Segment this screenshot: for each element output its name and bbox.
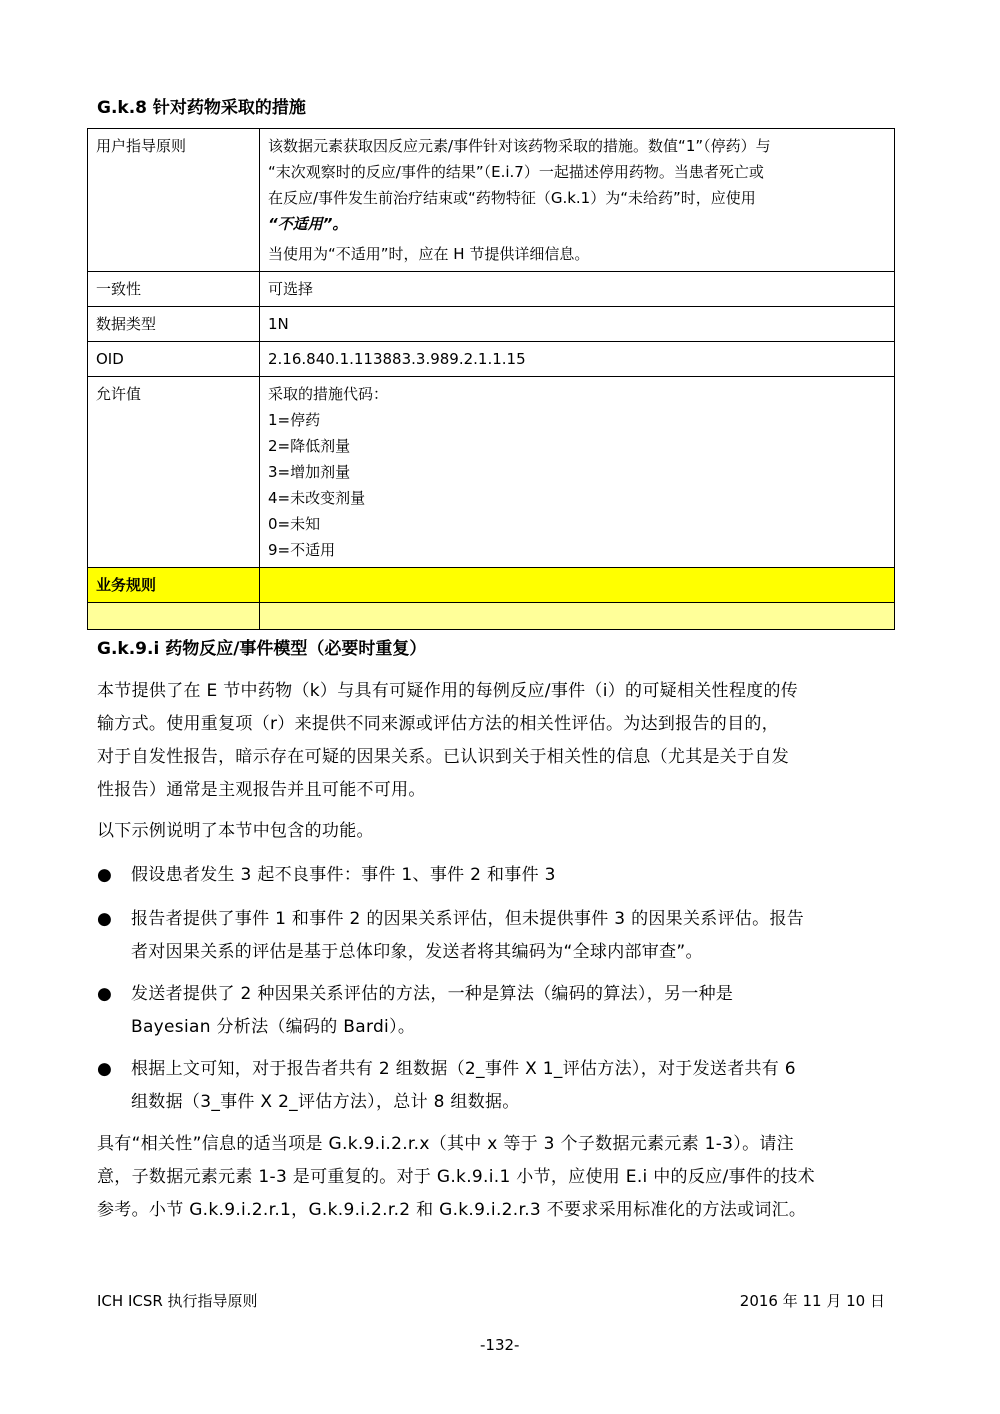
quote-close: ”。: [322, 215, 348, 233]
code-item: 3=增加剂量: [268, 463, 351, 481]
text-line: 根据上文可知，对于报告者共有 2 组数据（2_事件 X 1_评估方法），对于发送者共有 6: [131, 1059, 796, 1079]
text-line: 者对因果关系的评估是基于总体印象，发送者将其编码为“全球内部审查”。: [131, 942, 703, 962]
table-row: [88, 377, 895, 568]
row-value-allowed-values: [260, 377, 895, 568]
paragraph-example-intro: [97, 815, 907, 848]
text-line: 参考。小节 G.k.9.i.2.r.1，G.k.9.i.2.r.2 和 G.k.9.i.2.r.3 不要求采用标准化的方法或词汇。: [97, 1200, 807, 1220]
spec-table: [87, 128, 895, 630]
text-line: 发送者提供了 2 种因果关系评估的方法，一种是算法（编码的算法），另一种是: [131, 984, 734, 1004]
empty-cell: [88, 603, 260, 630]
section-heading-gk8: G.k.8 针对药物采取的措施: [97, 98, 306, 118]
text-line: 意，子数据元素元素 1-3 是可重复的。对于 G.k.9.i.1 小节，应使用 E.i 中的反应/事件的技术: [97, 1167, 815, 1187]
text-line: 以下示例说明了本节中包含的功能。: [97, 821, 374, 841]
code-item: 2=降低剂量: [268, 437, 351, 455]
text-line: 对于自发性报告，暗示存在可疑的因果关系。已认识到关于相关性的信息（尤其是关于自发: [97, 747, 789, 767]
guidance-line: “末次观察时的反应/事件的结果”（E.i.7）一起描述停用药物。当患者死亡或: [268, 163, 764, 181]
row-label-data-type: 数据类型: [88, 307, 260, 342]
row-label-allowed-values: 允许值: [88, 377, 260, 568]
text-line: 报告者提供了事件 1 和事件 2 的因果关系评估，但未提供事件 3 的因果关系评估。报告: [131, 909, 805, 929]
table-row: [88, 129, 895, 272]
text-line: 组数据（3_事件 X 2_评估方法），总计 8 组数据。: [131, 1092, 520, 1112]
footer-date: 2016 年 11 月 10 日: [739, 1292, 885, 1310]
italic-term: 不适用: [277, 215, 323, 233]
guidance-line: 当使用为“不适用”时，应在 H 节提供详细信息。: [268, 245, 590, 263]
row-value-user-guidance: [260, 129, 895, 272]
table-row: [88, 307, 895, 342]
text-line: 本节提供了在 E 节中药物（k）与具有可疑作用的每例反应/事件（i）的可疑相关性程度的传: [97, 681, 799, 701]
footer-title: ICH ICSR 执行指导原则: [97, 1292, 258, 1310]
code-item: 0=未知: [268, 515, 321, 533]
code-item: 9=不适用: [268, 541, 336, 559]
table-row: [88, 342, 895, 377]
section-heading-gk9: G.k.9.i 药物反应/事件模型（必要时重复）: [97, 639, 427, 659]
bullet-symbol: ●: [97, 909, 113, 929]
row-value-conformance: 可选择: [260, 272, 895, 307]
row-label-oid: OID: [88, 342, 260, 377]
row-value-data-type: 1N: [260, 307, 895, 342]
row-label-user-guidance: 用户指导原则: [88, 129, 260, 272]
empty-cell: [260, 603, 895, 630]
text-line: Bayesian 分析法（编码的 Bardi）。: [131, 1017, 416, 1037]
code-item: 1=停药: [268, 411, 321, 429]
text-line: 输方式。使用重复项（r）来提供不同来源或评估方法的相关性评估。为达到报告的目的，: [97, 714, 779, 734]
guidance-line: 在反应/事件发生前治疗结束或“药物特征（G.k.1）为“未给药”时，应使用: [268, 189, 756, 207]
row-label-conformance: 一致性: [88, 272, 260, 307]
text-line: 性报告）通常是主观报告并且可能不可用。: [97, 780, 426, 800]
quote-open: “: [268, 215, 278, 233]
row-value-oid: 2.16.840.1.113883.3.989.2.1.1.15: [260, 342, 895, 377]
page-number: -132-: [480, 1336, 520, 1354]
guidance-line: 该数据元素获取因反应元素/事件针对该药物采取的措施。数值“1”（停药）与: [268, 137, 771, 155]
table-row: [88, 568, 895, 603]
row-label-business-rules: 业务规则: [88, 568, 260, 603]
text-line: 假设患者发生 3 起不良事件：事件 1、事件 2 和事件 3: [131, 865, 556, 885]
guidance-line: [268, 211, 886, 237]
bullet-symbol: ●: [97, 1059, 113, 1079]
table-row: [88, 272, 895, 307]
paragraph-relatedness: [97, 1128, 907, 1227]
code-item: 4=未改变剂量: [268, 489, 366, 507]
bullet-symbol: ●: [97, 984, 113, 1004]
paragraph-intro: [97, 675, 907, 807]
table-row: [88, 603, 895, 630]
bullet-symbol: ●: [97, 865, 113, 885]
row-value-business-rules: [260, 568, 895, 603]
text-line: 具有“相关性”信息的适当项是 G.k.9.i.2.r.x（其中 x 等于 3 个子数据元素元素 1-3）。请注: [97, 1134, 794, 1154]
allowed-values-intro: 采取的措施代码：: [268, 385, 389, 403]
